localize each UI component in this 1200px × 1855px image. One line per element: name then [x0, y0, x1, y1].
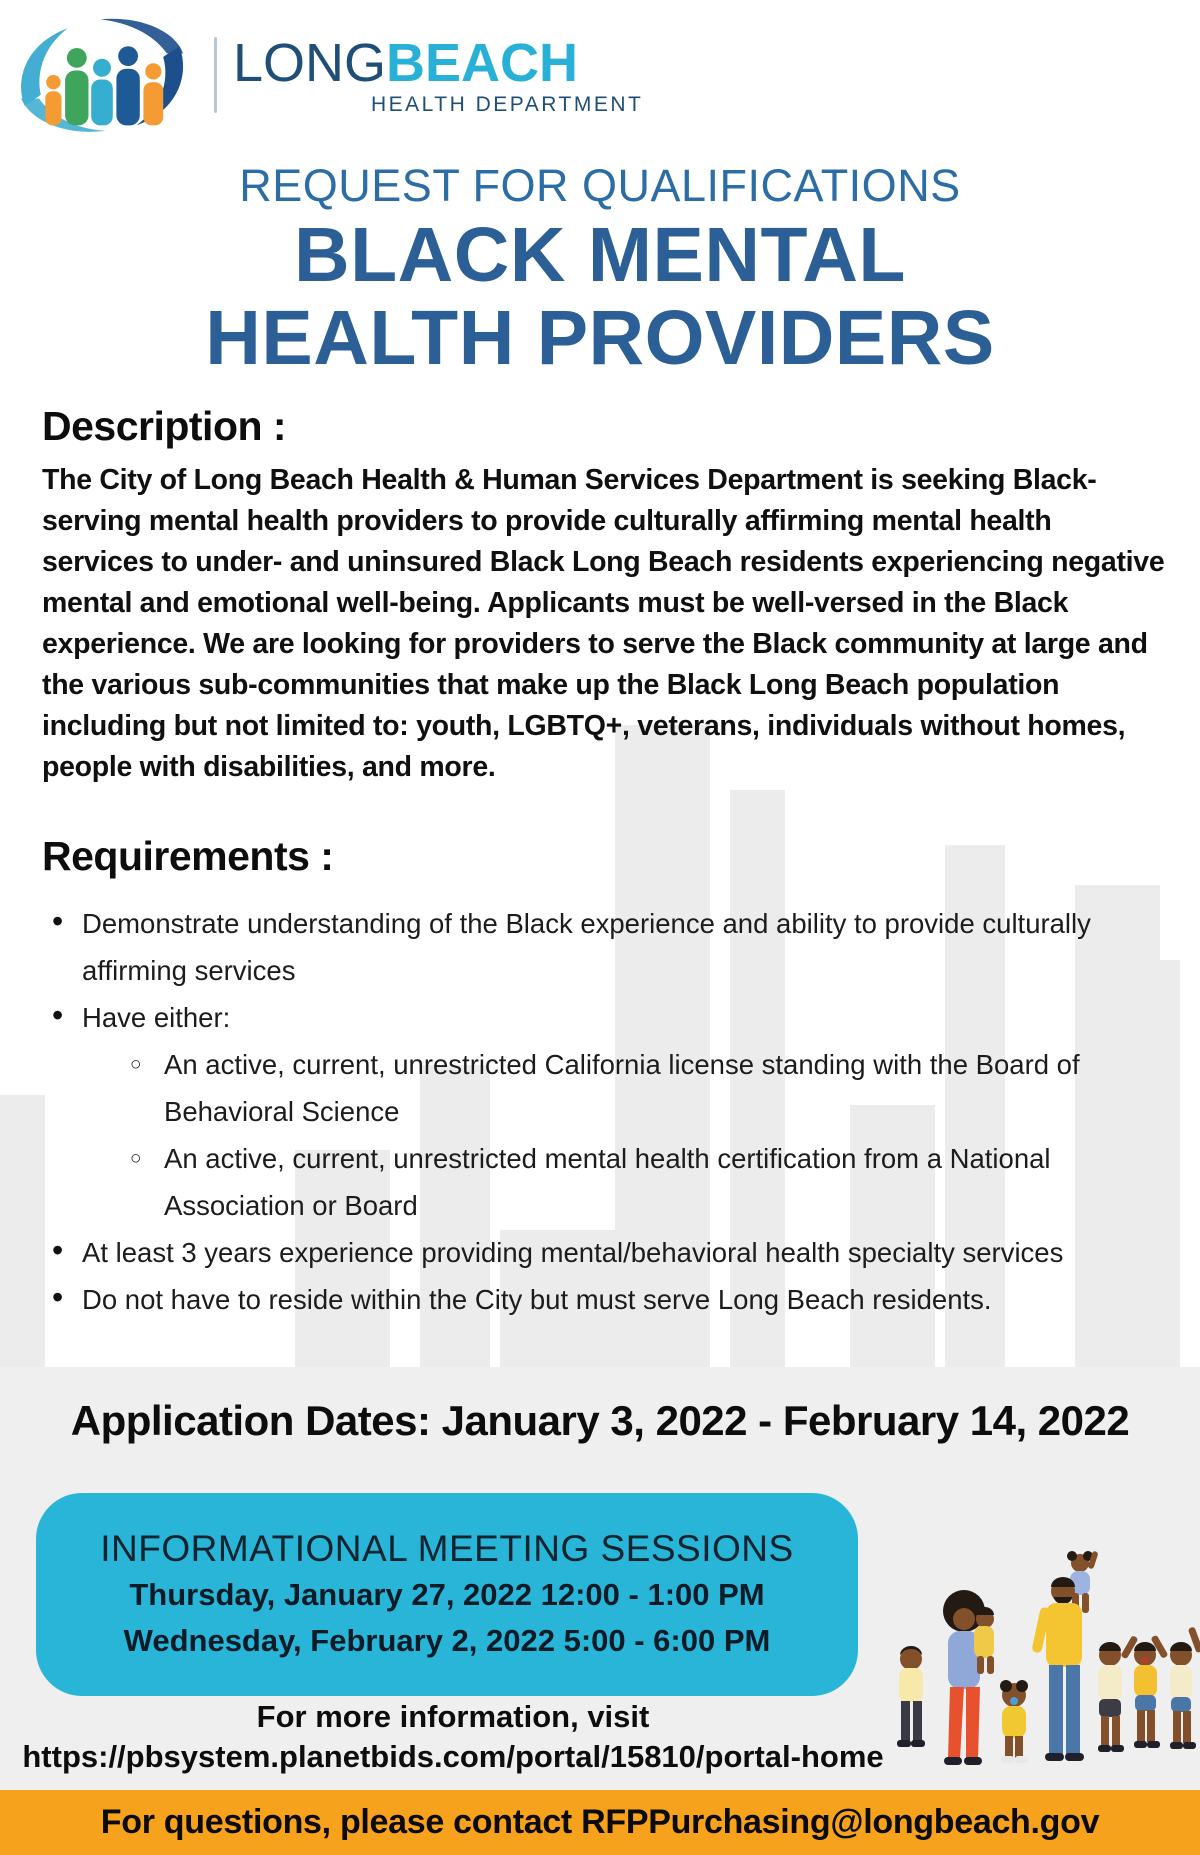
meeting-session-2: Wednesday, February 2, 2022 5:00 - 6:00 PM: [123, 1622, 771, 1658]
people-swoosh-logo-icon: [6, 12, 198, 138]
requirements-heading: Requirements :: [42, 833, 334, 879]
description-heading: Description :: [42, 403, 287, 449]
more-info-block: [0, 1697, 906, 1777]
bottom-band: [0, 1367, 1200, 1855]
questions-contact-text[interactable]: For questions, please contact RFPPurchasing@longbeach.gov: [100, 1803, 1100, 1841]
list-item: [42, 994, 1132, 1229]
portal-url-link[interactable]: https://pbsystem.planetbids.com/portal/15810/portal-home: [22, 1739, 884, 1774]
logo-wordmark: [233, 32, 644, 116]
meetings-heading: INFORMATIONAL MEETING SESSIONS: [100, 1527, 794, 1569]
list-item-label: Have either:: [82, 1002, 231, 1033]
requirements-list: [42, 900, 1132, 1323]
questions-contact-bar: [0, 1790, 1200, 1855]
title-line-2: HEALTH PROVIDERS: [205, 295, 995, 382]
list-item: • At least 3 years experience providing mental/behavioral health specialty services: [42, 1229, 1132, 1276]
informational-meetings-box: [36, 1493, 858, 1696]
list-item: ○ An active, current, unrestricted California license standing with the Board of Behavioral Science: [128, 1041, 1132, 1135]
logo-wordmark-beach: BEACH: [386, 32, 579, 93]
logo-subtitle: HEALTH DEPARTMENT: [371, 92, 644, 116]
application-dates: Application Dates: January 3, 2022 - February 14, 2022: [70, 1397, 1130, 1444]
list-item: ○ An active, current, unrestricted mental health certification from a National Association or Board: [128, 1135, 1132, 1229]
title-line-1: BLACK MENTAL: [294, 212, 906, 298]
description-section: [42, 403, 1170, 788]
eyebrow-request-for-qualifications: REQUEST FOR QUALIFICATIONS: [239, 160, 961, 211]
more-info-label: For more information, visit: [256, 1699, 650, 1734]
requirements-section: [42, 833, 1132, 1323]
requirements-sublist: [82, 1041, 1132, 1229]
list-item: • Do not have to reside within the City but must serve Long Beach residents.: [42, 1276, 1132, 1323]
black-family-illustration: [884, 1507, 1200, 1793]
logo-wordmark-long: LONG: [233, 32, 387, 93]
description-body: The City of Long Beach Health & Human Services Department is seeking Black-serving mental health providers to provide culturally affirming mental health services to under- and uninsured Black Long Beach residents experiencing negative mental and emotional well-being. Applicants must be well-versed in the Black experience. We are looking for providers to serve the Black community at large and the various sub-communities that make up the Black Long Beach population including but not limited to: youth, LGBTQ+, veterans, individuals without homes, people with disabilities, and more.: [42, 464, 1165, 783]
header-logo: [6, 12, 643, 138]
page-title: [0, 214, 1200, 380]
list-item: • Demonstrate understanding of the Black experience and ability to provide culturally affirming services: [42, 900, 1132, 994]
meeting-session-1: Thursday, January 27, 2022 12:00 - 1:00 PM: [129, 1576, 765, 1612]
logo-divider: [214, 37, 217, 113]
